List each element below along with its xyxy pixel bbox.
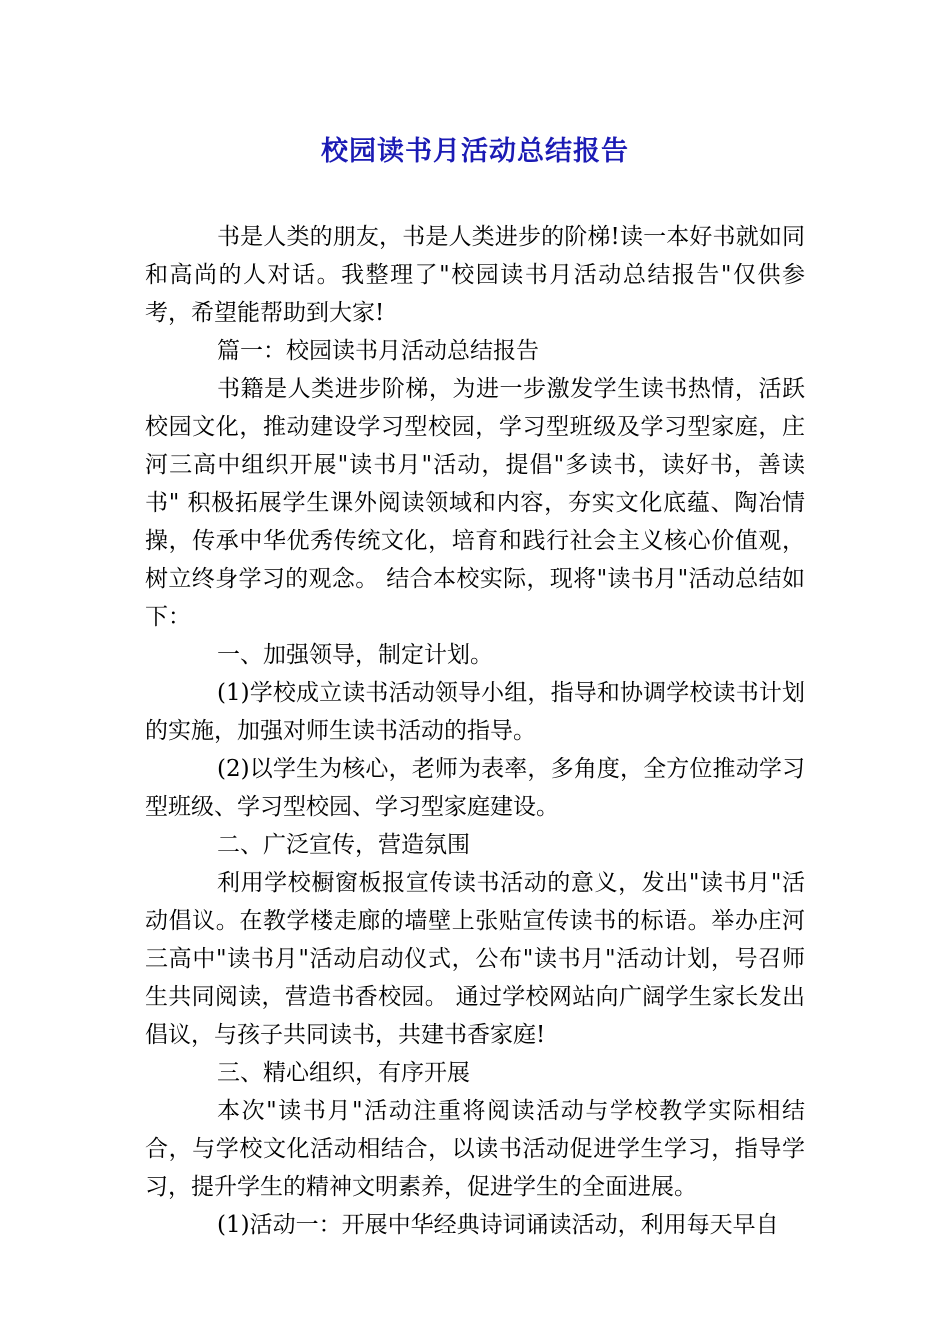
activity-one-paragraph: (1)活动一：开展中华经典诗词诵读活动，利用每天早自 <box>217 1212 779 1238</box>
document-title: 校园读书月活动总结报告 <box>321 136 629 167</box>
intro-paragraph: 书是人类的朋友，书是人类进步的阶梯!读一本好书就如同和高尚的人对话。我整理了"校园读书月活动总结报告"仅供参考，希望能帮助到大家! <box>145 224 805 326</box>
section-heading-publicity: 二、广泛宣传，营造氛围 <box>217 832 470 858</box>
leadership-item-2: (2)以学生为核心，老师为表率，多角度，全方位推动学习型班级、学习型校园、学习型家庭建设。 <box>145 756 805 820</box>
overview-paragraph: 书籍是人类进步阶梯，为进一步激发学生读书热情，活跃校园文化，推动建设学习型校园，学习型班级及学习型家庭，庄河三高中组织开展"读书月"活动，提倡"多读书，读好书，善读书" 积极拓展学生课外阅读领域和内容，夯实文化底蕴、陶冶情操，传承中华优秀传统文化，培育和践行社会主义核心价值观，树立终身学习的观念。 结合本校实际，现将"读书月"活动总结如下： <box>145 376 805 630</box>
leadership-item-1: (1)学校成立读书活动领导小组，指导和协调学校读书计划的实施，加强对师生读书活动的指导。 <box>145 680 805 744</box>
organization-paragraph: 本次"读书月"活动注重将阅读活动与学校教学实际相结合，与学校文化活动相结合，以读书活动促进学生学习，指导学习，提升学生的精神文明素养，促进学生的全面进展。 <box>145 1098 805 1200</box>
publicity-paragraph: 利用学校橱窗板报宣传读书活动的意义，发出"读书月"活动倡议。在教学楼走廊的墙壁上张贴宣传读书的标语。举办庄河三高中"读书月"活动启动仪式，公布"读书月"活动计划，号召师生共同阅读，营造书香校园。 通过学校网站向广阔学生家长发出倡议，与孩子共同读书，共建书香家庭! <box>145 870 805 1048</box>
section-heading-organization: 三、精心组织，有序开展 <box>217 1060 470 1086</box>
document-body <box>145 218 805 1244</box>
section-heading-part-one: 篇一：校园读书月活动总结报告 <box>217 338 539 364</box>
section-heading-leadership: 一、加强领导，制定计划。 <box>217 642 493 668</box>
